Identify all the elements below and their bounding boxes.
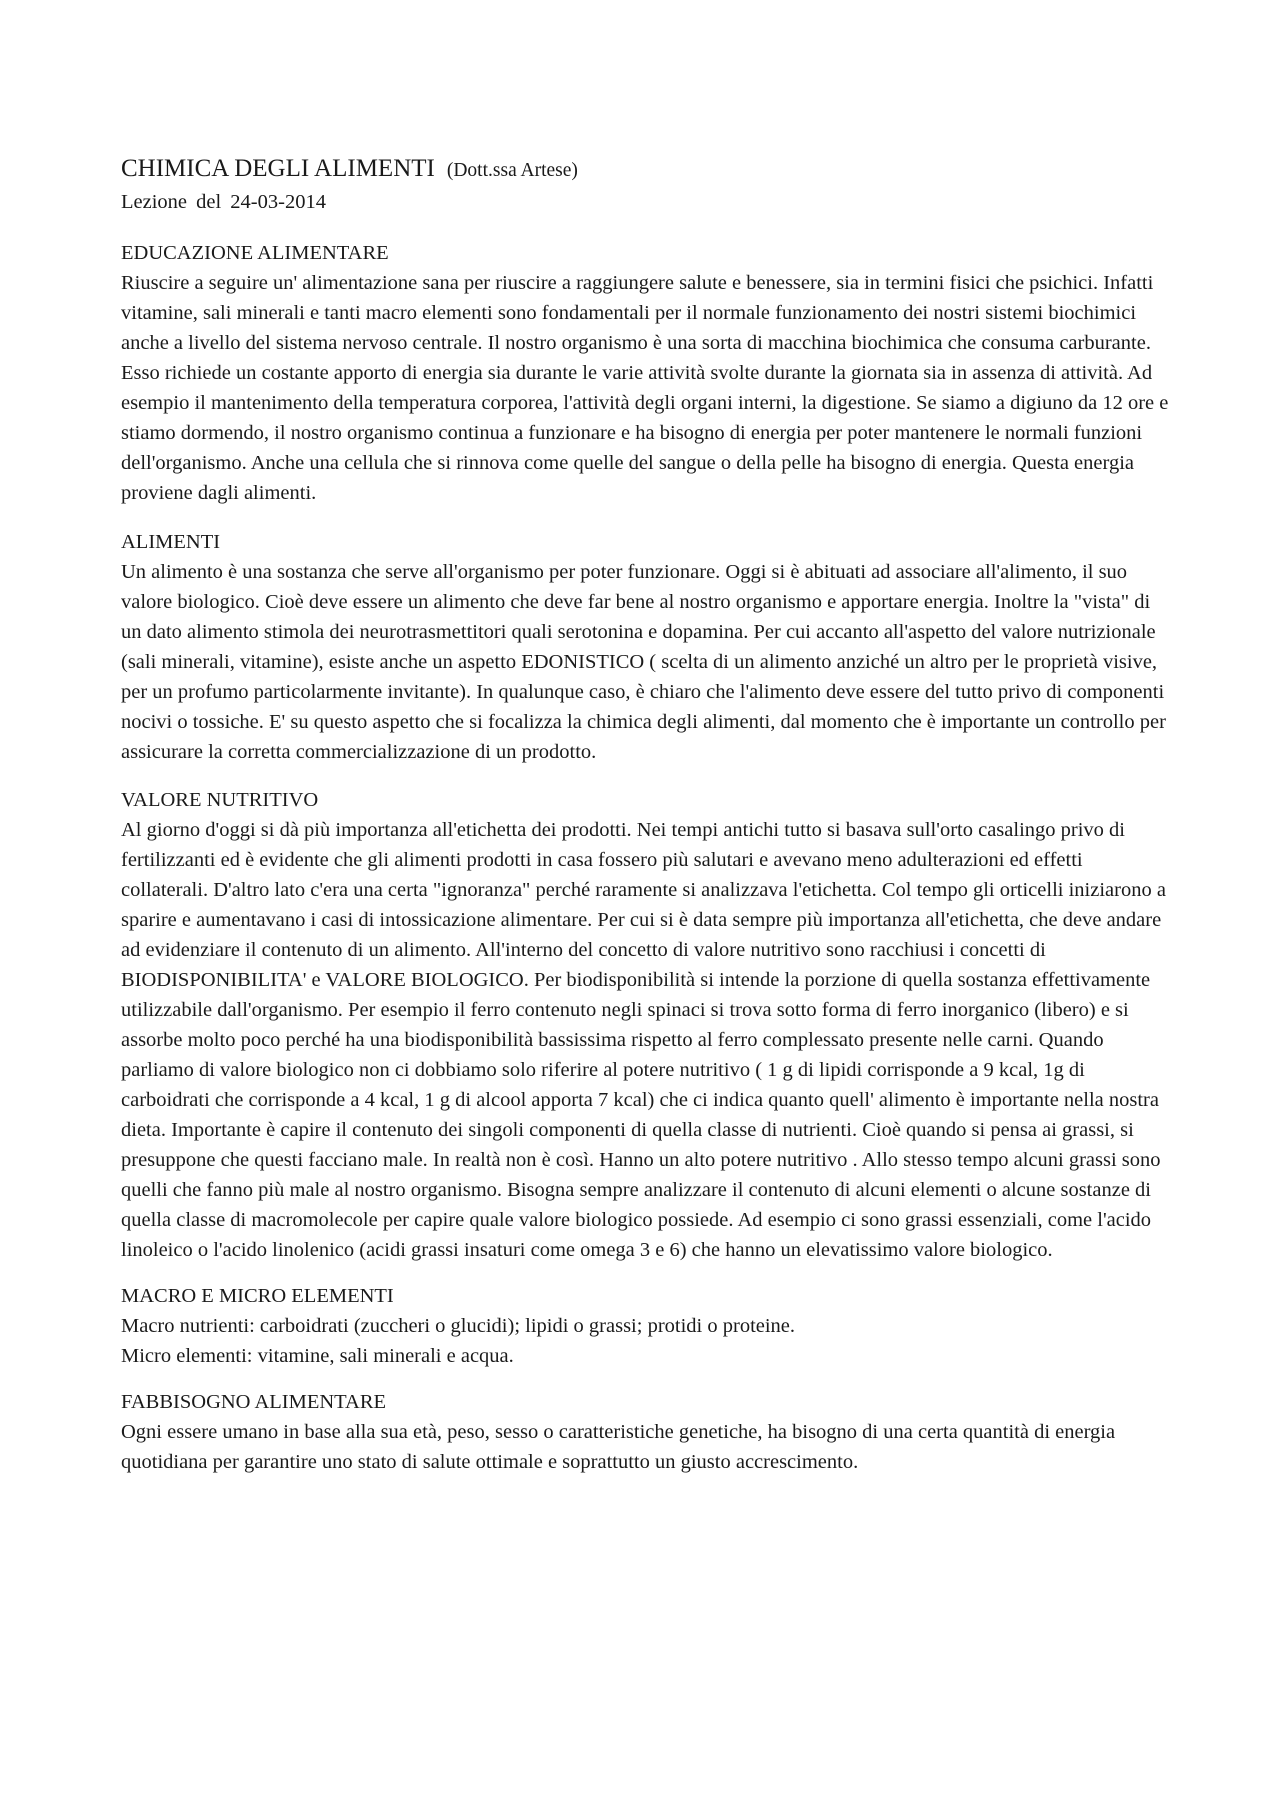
document-author: (Dott.ssa Artese) (446, 160, 578, 181)
lesson-date: Lezione del 24-03-2014 (121, 191, 326, 213)
section-macro-micro-elementi (121, 1281, 1169, 1371)
document-page (121, 152, 1169, 1477)
document-title: CHIMICA DEGLI ALIMENTI (121, 155, 435, 182)
document-title-line (121, 152, 1169, 186)
section-fabbisogno-alimentare (121, 1387, 1169, 1477)
micro-elementi-line: Micro elementi: vitamine, sali minerali e acqua. (121, 1345, 514, 1367)
section-valore-nutritivo (121, 785, 1169, 1265)
macro-nutrienti-line: Macro nutrienti: carboidrati (zuccheri o glucidi); lipidi o grassi; protidi o proteine. (121, 1315, 796, 1337)
section-heading: FABBISOGNO ALIMENTARE (121, 1391, 387, 1413)
section-heading: EDUCAZIONE ALIMENTARE (121, 242, 389, 264)
section-educazione-alimentare (121, 238, 1169, 508)
section-paragraph: Ogni essere umano in base alla sua età, peso, sesso o caratteristiche genetiche, ha bisogno di una certa quantità di energia quotidiana per garantire uno stato di salute ottimale e soprattutto un giusto accrescimento. (121, 1421, 1116, 1473)
section-heading: ALIMENTI (121, 531, 221, 553)
section-paragraph: Riuscire a seguire un' alimentazione sana per riuscire a raggiungere salute e benessere, sia in termini fisici che psichici. Infatti vitamine, sali minerali e tanti macro elementi sono fondamentali per il normale funzionamento dei nostri sistemi biochimici anche a livello del sistema nervoso centrale. Il nostro organismo è una sorta di macchina biochimica che consuma carburante. Esso richiede un costante apporto di energia sia durante le varie attività svolte durante la giornata sia in assenza di attività. Ad esempio il mantenimento della temperatura corporea, l'attività degli organi interni, la digestione. Se siamo a digiuno da 12 ore e stiamo dormendo, il nostro organismo continua a funzionare e ha bisogno di energia per poter mantenere le normali funzioni dell'organismo. Anche una cellula che si rinnova come quelle del sangue o della pelle ha bisogno di energia. Questa energia proviene dagli alimenti. (121, 272, 1169, 504)
section-paragraph: Un alimento è una sostanza che serve all'organismo per poter funzionare. Oggi si è abituati ad associare all'alimento, il suo valore biologico. Cioè deve essere un alimento che deve far bene al nostro organismo e apportare energia. Inoltre la "vista" di un dato alimento stimola dei neurotrasmettitori quali serotonina e dopamina. Per cui accanto all'aspetto del valore nutrizionale (sali minerali, vitamine), esiste anche un aspetto EDONISTICO ( scelta di un alimento anziché un altro per le proprietà visive, per un profumo particolarmente invitante). In qualunque caso, è chiaro che l'alimento deve essere del tutto privo di componenti nocivi o tossiche. E' su questo aspetto che si focalizza la chimica degli alimenti, dal momento che è importante un controllo per assicurare la corretta commercializzazione di un prodotto. (121, 561, 1166, 763)
section-heading: VALORE NUTRITIVO (121, 789, 319, 811)
section-paragraph: Al giorno d'oggi si dà più importanza all'etichetta dei prodotti. Nei tempi antichi tutto si basava sull'orto casalingo privo di fertilizzanti ed è evidente che gli alimenti prodotti in casa fossero più salutari e avevano meno adulterazioni ed effetti collaterali. D'altro lato c'era una certa "ignoranza" perché raramente si analizzava l'etichetta. Col tempo gli orticelli iniziarono a sparire e aumentavano i casi di intossicazione alimentare. Per cui si è data sempre più importanza all'etichetta, che deve andare ad evidenziare il contenuto di un alimento. All'interno del concetto di valore nutritivo sono racchiusi i concetti di BIODISPONIBILITA' e VALORE BIOLOGICO. Per biodisponibilità si intende la porzione di quella sostanza effettivamente utilizzabile dall'organismo. Per esempio il ferro contenuto negli spinaci si trova sotto forma di ferro inorganico (libero) e si assorbe molto poco perché ha una biodisponibilità bassissima rispetto al ferro complessato presente nelle carni. Quando parliamo di valore biologico non ci dobbiamo solo riferire al potere nutritivo ( 1 g di lipidi corrisponde a 9 kcal, 1g di carboidrati che corrisponde a 4 kcal, 1 g di alcool apporta 7 kcal) che ci indica quanto quell' alimento è importante nella nostra dieta. Importante è capire il contenuto dei singoli componenti di quella classe di nutrienti. Cioè quando si pensa ai grassi, si presuppone che questi facciano male. In realtà non è così. Hanno un alto potere nutritivo . Allo stesso tempo alcuni grassi sono quelli che fanno più male al nostro organismo. Bisogna sempre analizzare il contenuto di alcuni elementi o alcune sostanze di quella classe di macromolecole per capire quale valore biologico possiede. Ad esempio ci sono grassi essenziali, come l'acido linoleico o l'acido linolenico (acidi grassi insaturi come omega 3 e 6) che hanno un elevatissimo valore biologico. (121, 819, 1166, 1261)
section-alimenti (121, 527, 1169, 767)
section-heading: MACRO E MICRO ELEMENTI (121, 1285, 394, 1307)
